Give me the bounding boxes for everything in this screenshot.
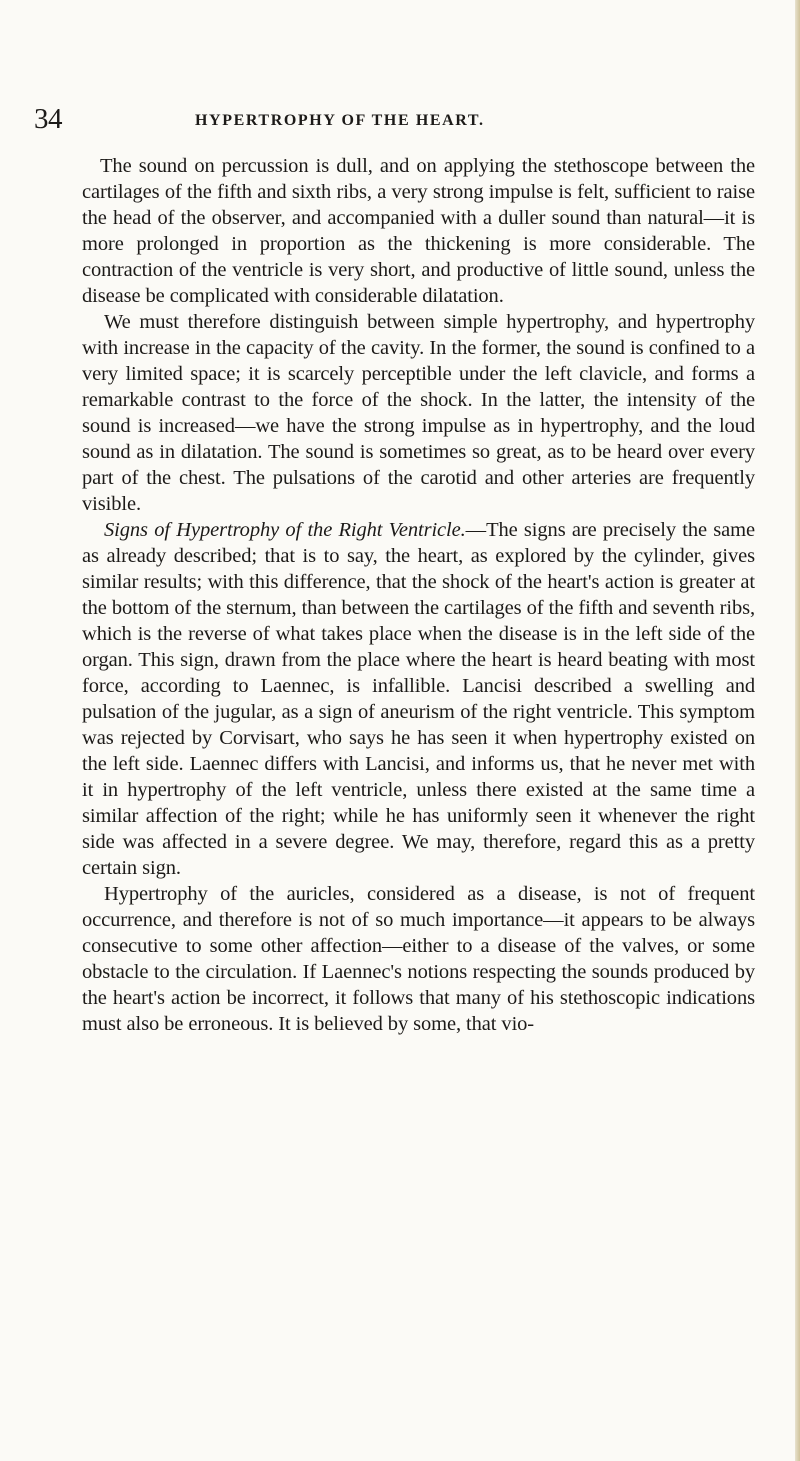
paragraph-text: Hypertrophy of the auricles, considered as a disease, is not of frequent occurrence, and therefore is not of so much importance—it appears to be always consecutive to some other affection—either to a disease of the valves, or some obstacle to the circulation. If Laennec's notions respecting the sounds produced by the heart's action be incorrect, it follows that many of his stethoscopic indications must also be erroneous. It is believed by some, that vio- — [82, 883, 755, 1035]
paragraph — [82, 153, 755, 309]
page-number: 34 — [34, 103, 62, 135]
paragraph — [82, 309, 755, 517]
paragraph — [82, 881, 755, 1037]
running-head: HYPERTROPHY OF THE HEART. — [195, 112, 485, 129]
paragraph-text: —The signs are precisely the same as already described; that is to say, the heart, as explored by the cylinder, gives similar results; with this difference, that the shock of the heart's action is greater at the bottom of the sternum, than between the cartilages of the fifth and seventh ribs, which is the reverse of what takes place when the disease is in the left side of the organ. This sign, drawn from the place where the heart is heard beating with most force, according to Laennec, is infallible. Lancisi described a swelling and pulsation of the jugular, as a sign of aneurism of the right ventricle. This symptom was rejected by Corvisart, who says he has seen it when hypertrophy existed on the left side. Laennec differs with Lancisi, and informs us, that he never met with it in hypertrophy of the left ventricle, unless there existed at the same time a similar affection of the right; while he has uniformly seen it whenever the right side was affected in a severe degree. We may, therefore, regard this as a pretty certain sign. — [82, 519, 756, 879]
body-text — [82, 153, 755, 1037]
paragraph — [82, 517, 755, 881]
paragraph-text: The sound on percussion is dull, and on applying the stethoscope between the cartilages of the fifth and sixth ribs, a very strong impulse is felt, sufficient to raise the head of the observer, and accompanied with a duller sound than natural—it is more prolonged in proportion as the thickening is more considerable. The contraction of the ventricle is very short, and productive of little sound, unless the disease be complicated with considerable dilatation. — [82, 155, 755, 307]
page-edge — [795, 0, 800, 1461]
paragraph-text: We must therefore distinguish between simple hypertrophy, and hypertrophy with increase in the capacity of the cavity. In the former, the sound is confined to a very limited space; it is scarcely perceptible under the left clavicle, and forms a remarkable contrast to the force of the shock. In the latter, the intensity of the sound is increased—we have the strong impulse as in hypertrophy, and the loud sound as in dilatation. The sound is sometimes so great, as to be heard over every part of the chest. The pulsations of the carotid and other arteries are frequently visible. — [82, 311, 755, 515]
section-heading: Signs of Hypertrophy of the Right Ventricle. — [104, 519, 466, 541]
page-header — [34, 104, 734, 134]
